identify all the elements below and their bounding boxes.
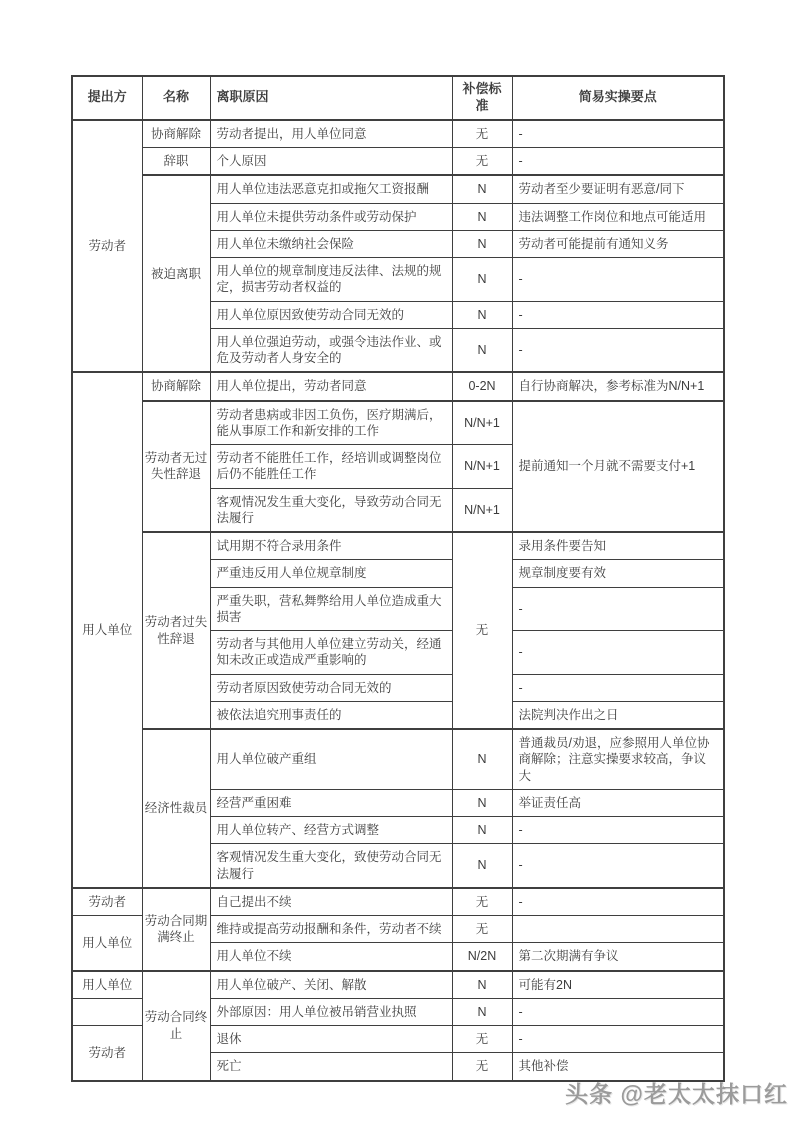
comp-cell: N — [452, 729, 512, 789]
proposer-cell: 劳动者 — [72, 1026, 142, 1081]
comp-cell: N — [452, 301, 512, 328]
reason-cell: 用人单位的规章制度违反法律、法规的规定，损害劳动者权益的 — [210, 258, 452, 302]
table-row — [72, 175, 724, 203]
table-row — [72, 532, 724, 560]
note-cell: 举证责任高 — [512, 789, 724, 816]
comp-cell: N — [452, 258, 512, 302]
note-cell: 可能有2N — [512, 971, 724, 999]
table-row — [72, 401, 724, 445]
note-cell: 第二次期满有争议 — [512, 943, 724, 971]
note-cell: - — [512, 631, 724, 675]
proposer-cell — [72, 998, 142, 1025]
reason-cell: 客观情况发生重大变化，致使劳动合同无法履行 — [210, 844, 452, 888]
category-cell: 协商解除 — [142, 372, 210, 400]
reason-cell: 用人单位强迫劳动，或强令违法作业、或危及劳动者人身安全的 — [210, 328, 452, 372]
note-cell: - — [512, 674, 724, 701]
reason-cell: 维持或提高劳动报酬和条件，劳动者不续 — [210, 916, 452, 943]
reason-cell: 个人原因 — [210, 148, 452, 176]
note-cell: 违法调整工作岗位和地点可能适用 — [512, 203, 724, 230]
reason-cell: 自己提出不续 — [210, 888, 452, 916]
header-cell: 补偿标准 — [452, 76, 512, 120]
category-cell: 辞职 — [142, 148, 210, 176]
comp-cell: N — [452, 971, 512, 999]
note-cell: 规章制度要有效 — [512, 560, 724, 587]
reason-cell: 死亡 — [210, 1053, 452, 1081]
note-cell: - — [512, 1026, 724, 1053]
comp-cell: N/N+1 — [452, 488, 512, 532]
note-cell: - — [512, 587, 724, 631]
compensation-table — [71, 75, 725, 1082]
note-cell: - — [512, 301, 724, 328]
comp-cell: 无 — [452, 888, 512, 916]
table-row — [72, 148, 724, 176]
reason-cell: 用人单位不续 — [210, 943, 452, 971]
comp-cell: 无 — [452, 148, 512, 176]
table-body — [72, 120, 724, 1081]
note-cell: 其他补偿 — [512, 1053, 724, 1081]
category-cell: 劳动合同期满终止 — [142, 888, 210, 971]
reason-cell: 用人单位原因致使劳动合同无效的 — [210, 301, 452, 328]
note-cell: 录用条件要告知 — [512, 532, 724, 560]
reason-cell: 用人单位未提供劳动条件或劳动保护 — [210, 203, 452, 230]
reason-cell: 用人单位破产、关闭、解散 — [210, 971, 452, 999]
table-header — [72, 76, 724, 120]
note-cell: 自行协商解决，参考标准为N/N+1 — [512, 372, 724, 400]
header-cell: 提出方 — [72, 76, 142, 120]
comp-cell: N — [452, 203, 512, 230]
note-cell: 劳动者可能提前有通知义务 — [512, 230, 724, 257]
proposer-cell: 用人单位 — [72, 372, 142, 888]
comp-cell: 无 — [452, 916, 512, 943]
table-row — [72, 971, 724, 999]
note-cell: - — [512, 998, 724, 1025]
reason-cell: 被依法追究刑事责任的 — [210, 701, 452, 729]
proposer-cell: 用人单位 — [72, 971, 142, 999]
table-row — [72, 372, 724, 400]
comp-cell: N — [452, 328, 512, 372]
note-cell: 普通裁员/劝退，应参照用人单位协商解除；注意实操要求较高，争议大 — [512, 729, 724, 789]
note-cell: 提前通知一个月就不需要支付+1 — [512, 401, 724, 533]
note-cell: - — [512, 258, 724, 302]
note-cell: 劳动者至少要证明有恶意/同下 — [512, 175, 724, 203]
reason-cell: 用人单位提出，劳动者同意 — [210, 372, 452, 400]
reason-cell: 经营严重困难 — [210, 789, 452, 816]
comp-cell: N — [452, 998, 512, 1025]
comp-cell: 无 — [452, 120, 512, 148]
note-cell: - — [512, 817, 724, 844]
comp-cell: N — [452, 230, 512, 257]
reason-cell: 劳动者患病或非因工负伤，医疗期满后，能从事原工作和新安排的工作 — [210, 401, 452, 445]
comp-cell: 无 — [452, 1053, 512, 1081]
header-cell: 离职原因 — [210, 76, 452, 120]
proposer-cell: 劳动者 — [72, 888, 142, 916]
comp-cell: 无 — [452, 1026, 512, 1053]
reason-cell: 客观情况发生重大变化，导致劳动合同无法履行 — [210, 488, 452, 532]
comp-cell: N — [452, 789, 512, 816]
reason-cell: 劳动者不能胜任工作，经培训或调整岗位后仍不能胜任工作 — [210, 445, 452, 489]
comp-cell: N — [452, 175, 512, 203]
category-cell: 协商解除 — [142, 120, 210, 148]
reason-cell: 劳动者与其他用人单位建立劳动关，经通知未改正或造成严重影响的 — [210, 631, 452, 675]
comp-cell: N — [452, 844, 512, 888]
note-cell — [512, 916, 724, 943]
comp-cell: N/N+1 — [452, 445, 512, 489]
reason-cell: 劳动者原因致使劳动合同无效的 — [210, 674, 452, 701]
comp-cell: 0-2N — [452, 372, 512, 400]
reason-cell: 退休 — [210, 1026, 452, 1053]
reason-cell: 严重违反用人单位规章制度 — [210, 560, 452, 587]
reason-cell: 劳动者提出，用人单位同意 — [210, 120, 452, 148]
reason-cell: 试用期不符合录用条件 — [210, 532, 452, 560]
category-cell: 被迫离职 — [142, 175, 210, 372]
proposer-cell: 劳动者 — [72, 120, 142, 373]
note-cell: 法院判决作出之日 — [512, 701, 724, 729]
category-cell: 劳动者无过失性辞退 — [142, 401, 210, 533]
note-cell: - — [512, 844, 724, 888]
reason-cell: 用人单位未缴纳社会保险 — [210, 230, 452, 257]
comp-cell: 无 — [452, 532, 512, 729]
note-cell: - — [512, 148, 724, 176]
reason-cell: 用人单位转产、经营方式调整 — [210, 817, 452, 844]
note-cell: - — [512, 120, 724, 148]
proposer-cell: 用人单位 — [72, 916, 142, 971]
reason-cell: 用人单位破产重组 — [210, 729, 452, 789]
reason-cell: 严重失职，营私舞弊给用人单位造成重大损害 — [210, 587, 452, 631]
table-row — [72, 888, 724, 916]
watermark-text: 头条 @老太太抹口红 — [565, 1081, 788, 1107]
comp-cell: N/N+1 — [452, 401, 512, 445]
category-cell: 经济性裁员 — [142, 729, 210, 888]
comp-cell: N — [452, 817, 512, 844]
note-cell: - — [512, 328, 724, 372]
reason-cell: 外部原因：用人单位被吊销营业执照 — [210, 998, 452, 1025]
header-cell: 简易实操要点 — [512, 76, 724, 120]
table-row — [72, 729, 724, 789]
reason-cell: 用人单位违法恶意克扣或拖欠工资报酬 — [210, 175, 452, 203]
comp-cell: N/2N — [452, 943, 512, 971]
header-cell: 名称 — [142, 76, 210, 120]
category-cell: 劳动者过失性辞退 — [142, 532, 210, 729]
category-cell: 劳动合同终止 — [142, 971, 210, 1081]
note-cell: - — [512, 888, 724, 916]
table-row — [72, 120, 724, 148]
